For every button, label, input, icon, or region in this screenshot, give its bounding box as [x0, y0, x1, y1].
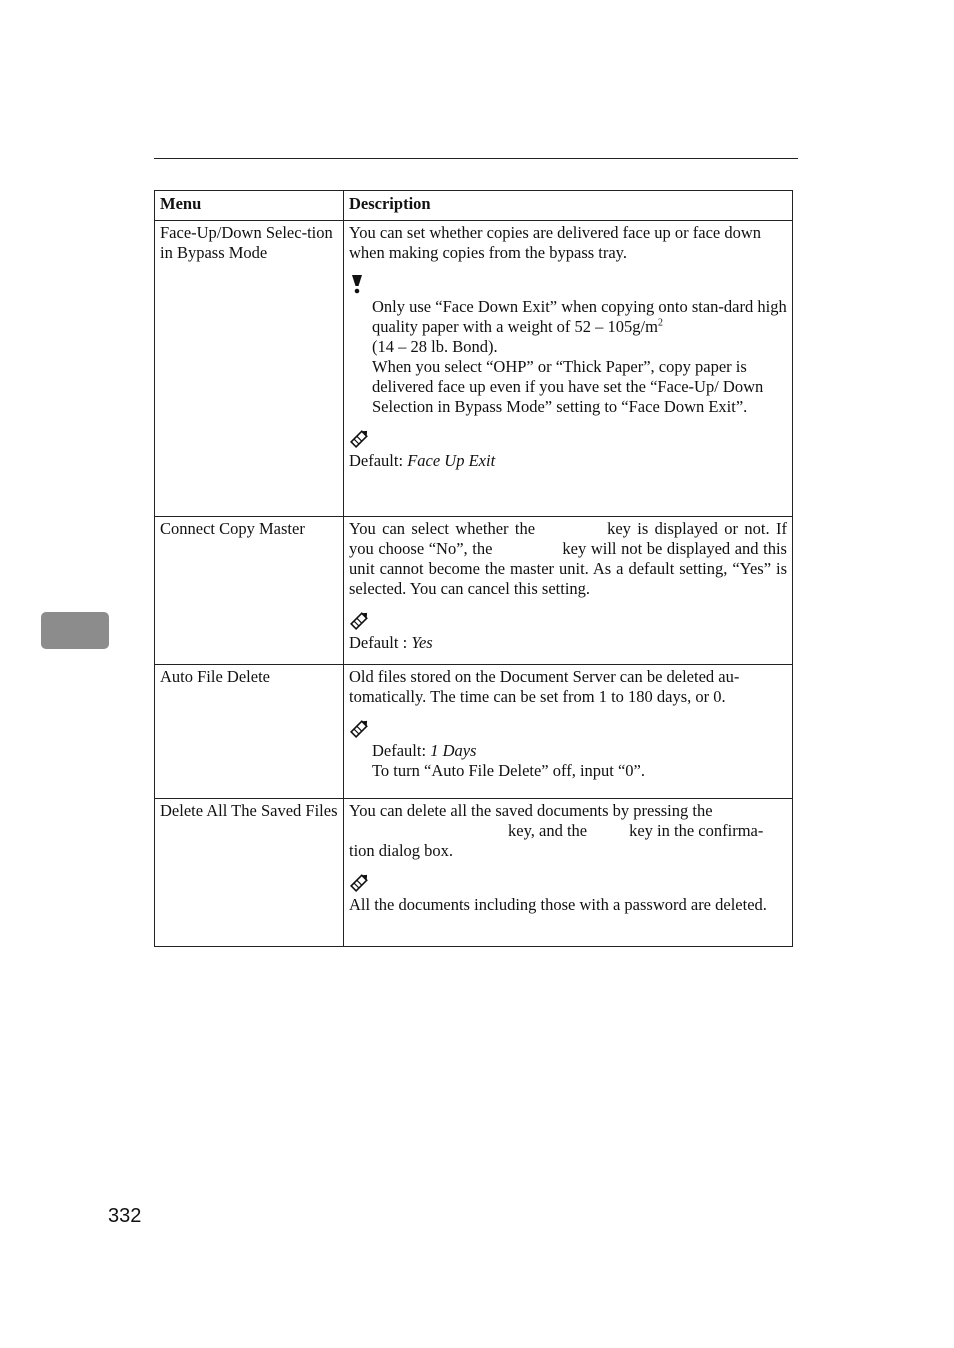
note-text: To turn “Auto File Delete” off, input “0”.	[372, 761, 646, 780]
note-pencil-icon	[349, 609, 787, 631]
important-note: Only use “Face Down Exit” when copying onto stan-dard high quality paper with a weight of $52 - 105g/m^2$ (14 – 28 lb. Bond).	[372, 297, 787, 356]
description-text: You can select whether the key is displayed or not. If you choose “No”, the key will not be displayed and this unit cannot become the master unit. As a default setting, “Yes” is selected. You can cancel this setting.	[349, 519, 787, 598]
table-row	[155, 221, 793, 517]
description-cell	[344, 517, 793, 665]
header-rule	[154, 158, 798, 159]
menu-cell: Face-Up/Down Selec-tion in Bypass Mode	[155, 221, 344, 517]
column-header-menu: Menu	[155, 191, 344, 221]
chapter-tab	[41, 612, 109, 649]
note-pencil-icon	[349, 427, 787, 449]
table-row	[155, 665, 793, 799]
menu-cell: Connect Copy Master	[155, 517, 344, 665]
note-pencil-icon	[349, 717, 787, 739]
description-text: You can set whether copies are delivered face up or face down when making copies from the bypass tray.	[349, 223, 762, 262]
default-value: Default : Yes	[349, 633, 433, 652]
description-cell	[344, 799, 793, 947]
important-note: When you select “OHP” or “Thick Paper”, copy paper is delivered face up even if you have set the “Face-Up/ Down Selection in Bypass Mode” setting to “Face Down Exit”.	[372, 357, 764, 416]
menu-cell: Delete All The Saved Files	[155, 799, 344, 947]
important-icon	[349, 273, 787, 295]
menu-cell: Auto File Delete	[155, 665, 344, 799]
description-text: Old files stored on the Document Server can be deleted au-tomatically. The time can be set from 1 to 180 days, or 0.	[349, 667, 740, 706]
table-header-row	[155, 191, 793, 221]
settings-table	[154, 190, 793, 947]
description-cell	[344, 221, 793, 517]
description-text: You can delete all the saved documents by pressing the key, and the key in the confirma-tion dialog box.	[349, 801, 764, 860]
note-pencil-icon	[349, 871, 787, 893]
table-row	[155, 517, 793, 665]
page-number: 332	[108, 1205, 142, 1227]
table-row	[155, 799, 793, 947]
default-value: Default: 1 Days	[372, 741, 477, 760]
default-value: Default: Face Up Exit	[349, 451, 496, 470]
column-header-description: Description	[344, 191, 793, 221]
note-text: All the documents including those with a password are deleted.	[349, 895, 767, 914]
description-cell	[344, 665, 793, 799]
